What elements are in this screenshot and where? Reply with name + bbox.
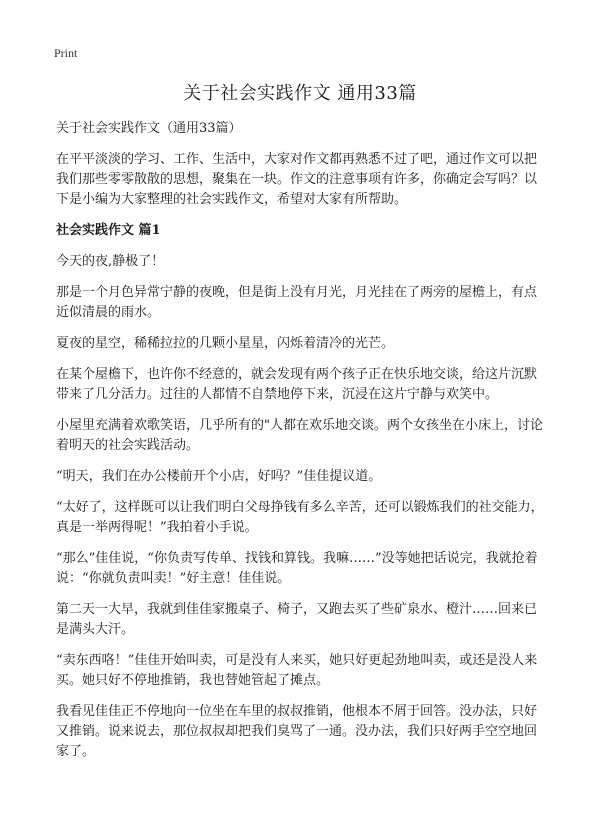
- paragraph: 夏夜的星空，稀稀拉拉的几颗小星星，闪烁着清冷的光芒。: [56, 336, 395, 351]
- page-title: 关于社会实践作文 通用33篇: [183, 83, 417, 104]
- paragraph: 那是一个月色异常宁静的夜晚，但是街上没有月光，月光挂在了两旁的屋檐上，有点近似清晨的雨水。: [56, 285, 538, 320]
- paragraph: 在某个屋檐下，也许你不经意的，就会发现有两个孩子正在快乐地交谈，给这片沉默带来了几分活力。过往的人都情不自禁地停下来，沉浸在这片宁静与欢笑中。: [56, 367, 538, 402]
- paragraph: “明天，我们在办公楼前开个小店，好吗？”佳佳提议道。: [56, 469, 382, 484]
- paragraph: 今天的夜,静极了！: [56, 254, 165, 269]
- article-body: [56, 119, 546, 773]
- section-title: 社会实践作文 篇1: [56, 223, 161, 238]
- paragraph: 第二天一大早，我就到佳佳家搬桌子、椅子，又跑去买了些矿泉水、橙汁……回来已是满头大汗。: [56, 602, 538, 637]
- paragraph: “那么”佳佳说，“你负责写传单、找钱和算钱。我嘛……”没等她把话说完，我就抢着说：“你就负责叫卖！”好主意！佳佳说。: [56, 551, 538, 586]
- paragraph: 我看见佳佳正不停地向一位坐在车里的叔叔推销，他根本不屑于回答。没办法，只好又推销。说来说去，那位叔叔却把我们臭骂了一通。没办法，我们只好两手空空地回家了。: [56, 704, 538, 759]
- article-subtitle: 关于社会实践作文（通用33篇）: [56, 121, 242, 136]
- print-label: Print: [54, 46, 78, 60]
- article-intro: 在平平淡淡的学习、工作、生活中，大家对作文都再熟悉不过了吧，通过作文可以把我们那些零零散散的思想，聚集在一块。作文的注意事项有许多，你确定会写吗？以下是小编为大家整理的社会实践作文，希望对大家有所帮助。: [56, 152, 538, 207]
- paragraph: 小屋里充满着欢歌笑语，几乎所有的"人都在欢乐地交谈。两个女孩坐在小床上，讨论着明天的社会实践活动。: [56, 418, 543, 453]
- paragraph: “太好了，这样既可以让我们明白父母挣钱有多么辛苦，还可以锻炼我们的社交能力，真是一举两得呢！”我拍着小手说。: [56, 500, 544, 535]
- paragraph: “卖东西咯！”佳佳开始叫卖，可是没有人来买，她只好更起劲地叫卖，或还是没人来买。她只好不停地推销，我也替她管起了摊点。: [56, 653, 538, 688]
